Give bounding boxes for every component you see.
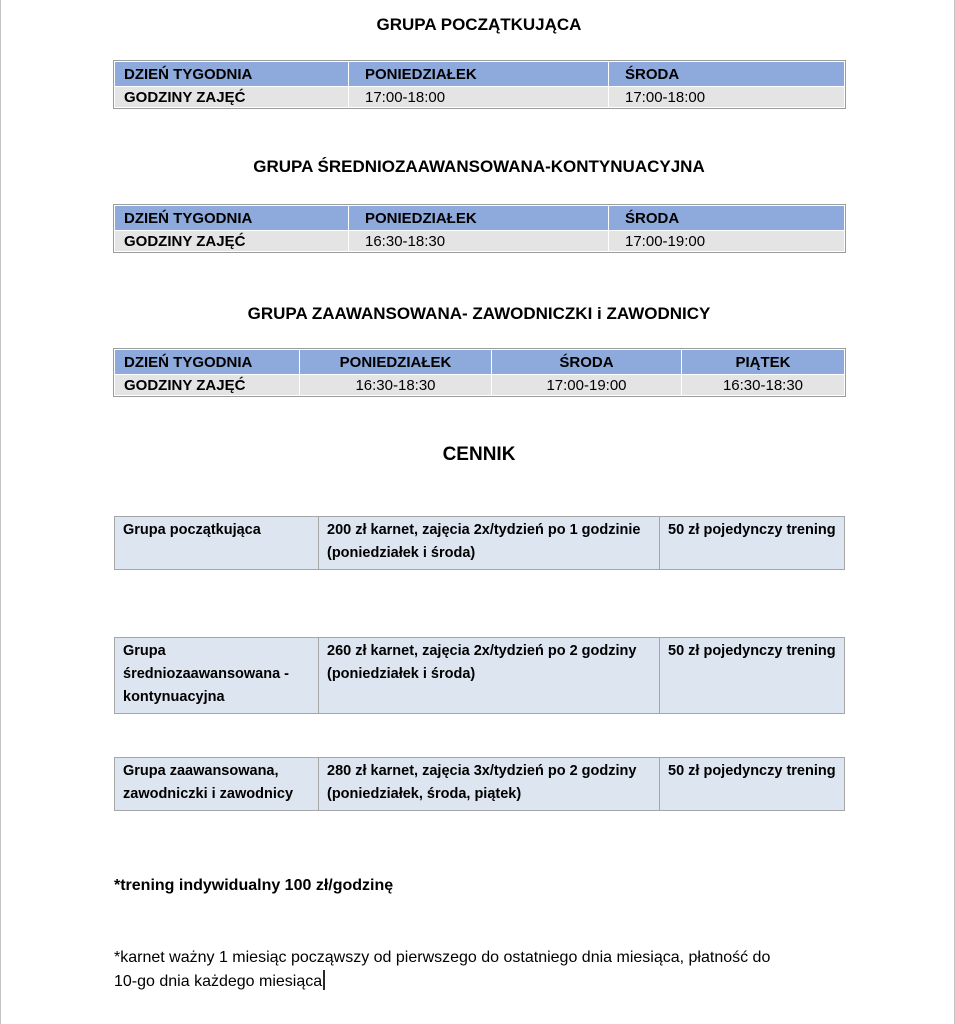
table-data-row — [115, 87, 845, 108]
pricing-row — [115, 517, 845, 570]
pricing-details-text: 280 zł karnet, zajęcia 3x/tydzień po 2 godziny — [327, 763, 637, 779]
header-cell-monday[interactable]: PONIEDZIAŁEK — [349, 62, 609, 87]
note-karnet-line-2: 10-go dnia każdego miesiąca — [114, 973, 323, 990]
time-cell-monday[interactable]: 16:30-18:30 — [349, 231, 609, 252]
header-cell-wednesday[interactable]: ŚRODA — [492, 350, 682, 375]
time-cell-monday[interactable]: 17:00-18:00 — [349, 87, 609, 108]
header-cell-day-of-week[interactable]: DZIEŃ TYGODNIA — [115, 206, 349, 231]
table-data-row — [115, 375, 845, 396]
text-caret — [323, 970, 325, 990]
header-cell-wednesday[interactable]: ŚRODA — [609, 62, 845, 87]
header-cell-wednesday[interactable]: ŚRODA — [609, 206, 845, 231]
table-data-row — [115, 231, 845, 252]
header-cell-monday[interactable]: PONIEDZIAŁEK — [300, 350, 492, 375]
table-header-row — [115, 350, 845, 375]
pricing-table-advanced — [114, 757, 845, 811]
pricing-table-beginner — [114, 516, 845, 570]
time-cell-wednesday[interactable]: 17:00-18:00 — [609, 87, 845, 108]
row-label-hours[interactable]: GODZINY ZAJĘĆ — [115, 87, 349, 108]
section-title-beginner[interactable]: GRUPA POCZĄTKUJĄCA — [376, 15, 582, 34]
pricing-days-text: (poniedziałek i środa) — [327, 666, 476, 682]
header-cell-day-of-week[interactable]: DZIEŃ TYGODNIA — [115, 350, 300, 375]
pricing-single-cell[interactable]: 50 zł pojedynczy trening — [660, 517, 845, 570]
table-header-row — [115, 62, 845, 87]
row-label-hours[interactable]: GODZINY ZAJĘĆ — [115, 375, 300, 396]
row-label-hours[interactable]: GODZINY ZAJĘĆ — [115, 231, 349, 252]
pricing-group-cell[interactable]: Grupa początkująca — [115, 517, 319, 570]
schedule-table-beginner — [114, 61, 845, 108]
time-cell-monday[interactable]: 16:30-18:30 — [300, 375, 492, 396]
time-cell-wednesday[interactable]: 17:00-19:00 — [609, 231, 845, 252]
pricing-group-cell[interactable]: Grupa średniozaawansowana - kontynuacyjna — [115, 638, 319, 714]
time-cell-friday[interactable]: 16:30-18:30 — [682, 375, 845, 396]
section-title-advanced[interactable]: GRUPA ZAAWANSOWANA- ZAWODNICZKI i ZAWODNICY — [247, 304, 711, 323]
pricing-title[interactable]: CENNIK — [442, 444, 516, 465]
header-cell-monday[interactable]: PONIEDZIAŁEK — [349, 206, 609, 231]
note-karnet-validity[interactable] — [114, 946, 844, 994]
pricing-details-text: 200 zł karnet, zajęcia 2x/tydzień po 1 godzinie — [327, 522, 641, 538]
pricing-row — [115, 758, 845, 811]
table-header-row — [115, 206, 845, 231]
header-cell-day-of-week[interactable]: DZIEŃ TYGODNIA — [115, 62, 349, 87]
section-title-intermediate[interactable]: GRUPA ŚREDNIOZAAWANSOWANA-KONTYNUACYJNA — [253, 157, 705, 176]
schedule-table-intermediate — [114, 205, 845, 252]
time-cell-wednesday[interactable]: 17:00-19:00 — [492, 375, 682, 396]
pricing-single-cell[interactable]: 50 zł pojedynczy trening — [660, 758, 845, 811]
schedule-table-advanced — [114, 349, 845, 396]
pricing-table-intermediate — [114, 637, 845, 714]
pricing-single-cell[interactable]: 50 zł pojedynczy trening — [660, 638, 845, 714]
note-individual-training[interactable]: *trening indywidualny 100 zł/godzinę — [114, 877, 394, 894]
pricing-details-cell[interactable] — [319, 638, 660, 714]
pricing-days-text: (poniedziałek, środa, piątek) — [327, 786, 522, 802]
note-karnet-line-1: *karnet ważny 1 miesiąc począwszy od pierwszego do ostatniego dnia miesiąca, płatność do — [114, 949, 771, 966]
pricing-group-cell[interactable]: Grupa zaawansowana, zawodniczki i zawodnicy — [115, 758, 319, 811]
pricing-days-text: (poniedziałek i środa) — [327, 545, 476, 561]
pricing-details-cell[interactable] — [319, 517, 660, 570]
header-cell-friday[interactable]: PIĄTEK — [682, 350, 845, 375]
pricing-details-text: 260 zł karnet, zajęcia 2x/tydzień po 2 godziny — [327, 643, 637, 659]
pricing-row — [115, 638, 845, 714]
pricing-details-cell[interactable] — [319, 758, 660, 811]
